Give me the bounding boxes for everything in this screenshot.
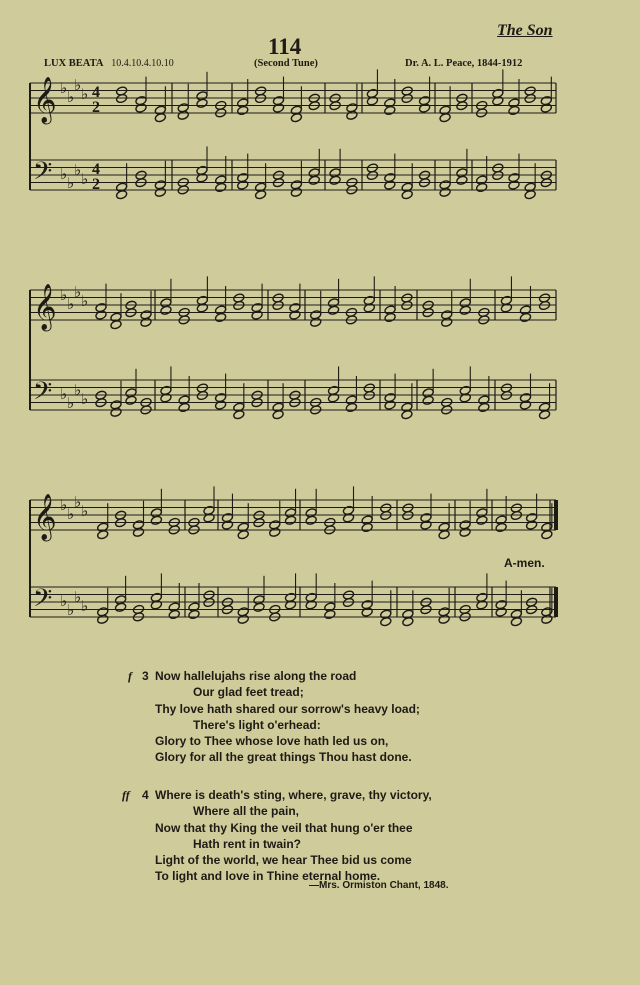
note-head xyxy=(538,410,550,420)
note-head xyxy=(203,513,215,523)
note-head xyxy=(214,312,226,322)
flat-sign: ♭ xyxy=(81,85,89,103)
note-head xyxy=(476,600,488,610)
note-head xyxy=(327,393,339,403)
tune-subtitle: (Second Tune) xyxy=(254,58,318,69)
note-head xyxy=(401,410,413,420)
note-head xyxy=(97,530,109,540)
note-head xyxy=(541,530,553,540)
note-head xyxy=(476,182,488,192)
note-head xyxy=(345,402,357,412)
note-head xyxy=(269,527,281,537)
note-head xyxy=(441,317,453,327)
note-head xyxy=(284,600,296,610)
note-head xyxy=(290,187,302,197)
note-head xyxy=(233,410,245,420)
verse-line: Where is death's sting, where, grave, thy victory, xyxy=(155,788,432,802)
note-head xyxy=(154,187,166,197)
tune-name: LUX BEATA xyxy=(44,58,104,69)
flat-sign: ♭ xyxy=(81,170,89,188)
note-head xyxy=(438,530,450,540)
note-head xyxy=(540,103,552,113)
note-head xyxy=(361,607,373,617)
note-head xyxy=(150,515,162,525)
text-attribution: —Mrs. Ormiston Chant, 1848. xyxy=(309,880,449,891)
note-head xyxy=(478,402,490,412)
flat-sign: ♭ xyxy=(67,394,75,412)
flat-sign: ♭ xyxy=(74,493,82,511)
note-head xyxy=(150,600,162,610)
note-head xyxy=(289,310,301,320)
bass-clef: 𝄢 xyxy=(33,377,53,412)
dynamic-mark: f xyxy=(128,669,132,683)
note-head xyxy=(384,400,396,410)
verse-4 xyxy=(122,787,432,885)
note-head xyxy=(196,303,208,313)
note-head xyxy=(196,173,208,183)
time-signature: 4 xyxy=(92,84,100,101)
flat-sign: ♭ xyxy=(74,76,82,94)
verse-line: Our glad feet tread; xyxy=(193,685,304,700)
note-head xyxy=(110,407,122,417)
note-head xyxy=(439,113,451,123)
note-head xyxy=(384,312,396,322)
note-head xyxy=(308,175,320,185)
flat-sign: ♭ xyxy=(81,502,89,520)
note-head xyxy=(519,312,531,322)
flat-sign: ♭ xyxy=(60,79,68,97)
note-head xyxy=(237,614,249,624)
bass-clef: 𝄢 xyxy=(33,584,53,619)
note-head xyxy=(422,395,434,405)
note-head xyxy=(237,530,249,540)
note-head xyxy=(363,303,375,313)
meter: 10.4.10.4.10.10 xyxy=(111,58,174,69)
flat-sign: ♭ xyxy=(67,88,75,106)
note-head xyxy=(346,110,358,120)
note-head xyxy=(215,182,227,192)
note-head xyxy=(254,190,266,200)
note-head xyxy=(160,393,172,403)
note-head xyxy=(500,303,512,313)
note-head xyxy=(168,609,180,619)
note-head xyxy=(97,614,109,624)
flat-sign: ♭ xyxy=(60,286,68,304)
section-title: The Son xyxy=(497,22,553,39)
time-signature: 2 xyxy=(92,176,100,193)
note-head xyxy=(418,103,430,113)
verse-line: Glory for all the great things Thou hast done. xyxy=(155,750,412,765)
flat-sign: ♭ xyxy=(67,505,75,523)
note-head xyxy=(188,609,200,619)
flat-sign: ♭ xyxy=(74,161,82,179)
note-head xyxy=(154,113,166,123)
note-head xyxy=(366,96,378,106)
note-head xyxy=(402,617,414,627)
flat-sign: ♭ xyxy=(74,588,82,606)
note-head xyxy=(526,520,538,530)
dynamic-mark: ff xyxy=(122,788,130,802)
note-head xyxy=(305,600,317,610)
note-head xyxy=(324,609,336,619)
note-head xyxy=(177,110,189,120)
note-head xyxy=(114,602,126,612)
amen-label: A-men. xyxy=(504,556,545,570)
note-head xyxy=(327,305,339,315)
note-head xyxy=(125,395,137,405)
flat-sign: ♭ xyxy=(81,292,89,310)
note-head xyxy=(135,103,147,113)
note-head xyxy=(272,103,284,113)
verse-line: Now hallelujahs rise along the road xyxy=(155,669,357,683)
note-head xyxy=(459,305,471,315)
flat-sign: ♭ xyxy=(60,165,68,183)
flat-sign: ♭ xyxy=(81,597,89,615)
flat-sign: ♭ xyxy=(74,283,82,301)
verse-line: To light and love in Thine eternal home. xyxy=(155,869,381,884)
note-head xyxy=(420,520,432,530)
flat-sign: ♭ xyxy=(81,390,89,408)
flat-sign: ♭ xyxy=(60,592,68,610)
note-head xyxy=(456,175,468,185)
note-head xyxy=(508,180,520,190)
flat-sign: ♭ xyxy=(74,381,82,399)
verse-number: 4 xyxy=(142,788,149,802)
time-signature: 2 xyxy=(92,99,100,116)
note-head xyxy=(329,175,341,185)
note-head xyxy=(251,310,263,320)
note-head xyxy=(305,515,317,525)
note-head xyxy=(110,320,122,330)
note-head xyxy=(492,96,504,106)
note-head xyxy=(237,180,249,190)
verse-line: Glory to Thee whose love hath led us on, xyxy=(155,734,389,749)
composer: Dr. A. L. Peace, 1844-1912 xyxy=(405,58,523,69)
note-head xyxy=(459,393,471,403)
verse-line: Thy love hath shared our sorrow's heavy load; xyxy=(155,701,420,716)
note-head xyxy=(221,520,233,530)
hymn-number: 114 xyxy=(268,34,302,59)
flat-sign: ♭ xyxy=(67,174,75,192)
note-head xyxy=(116,190,128,200)
note-head xyxy=(495,607,507,617)
music-systems xyxy=(30,69,556,626)
flat-sign: ♭ xyxy=(67,601,75,619)
note-head xyxy=(272,410,284,420)
verse-line: Where all the pain, xyxy=(193,804,300,819)
note-head xyxy=(510,617,522,627)
note-head xyxy=(384,105,396,115)
verse-line: Light of the world, we hear Thee bid us come xyxy=(155,853,412,868)
note-head xyxy=(95,310,107,320)
note-head xyxy=(524,190,536,200)
verse-line: Now that thy King the veil that hung o'er thee xyxy=(155,820,413,835)
verse-number: 3 xyxy=(142,669,149,683)
note-head xyxy=(196,98,208,108)
note-head xyxy=(508,105,520,115)
verse-line: Hath rent in twain? xyxy=(193,836,301,851)
note-head xyxy=(342,513,354,523)
note-head xyxy=(459,527,471,537)
treble-clef: 𝄞 xyxy=(33,77,57,123)
note-head xyxy=(439,187,451,197)
verse-3 xyxy=(128,668,420,766)
note-head xyxy=(140,317,152,327)
note-head xyxy=(361,522,373,532)
bass-clef: 𝄢 xyxy=(33,157,53,192)
note-head xyxy=(541,614,553,624)
note-head xyxy=(438,614,450,624)
note-head xyxy=(401,190,413,200)
treble-clef: 𝄞 xyxy=(33,284,57,330)
note-head xyxy=(380,617,392,627)
note-head xyxy=(237,105,249,115)
note-head xyxy=(284,515,296,525)
note-head xyxy=(290,113,302,123)
flat-sign: ♭ xyxy=(60,496,68,514)
note-head xyxy=(253,602,265,612)
note-head xyxy=(132,527,144,537)
note-head xyxy=(178,402,190,412)
note-head xyxy=(476,515,488,525)
time-signature: 4 xyxy=(92,161,100,178)
flat-sign: ♭ xyxy=(67,295,75,313)
note-head xyxy=(384,180,396,190)
note-head xyxy=(310,317,322,327)
verse-line: There's light o'erhead: xyxy=(193,717,321,732)
note-head xyxy=(519,400,531,410)
note-head xyxy=(214,400,226,410)
treble-clef: 𝄞 xyxy=(33,494,57,540)
note-head xyxy=(495,522,507,532)
flat-sign: ♭ xyxy=(60,385,68,403)
note-head xyxy=(160,305,172,315)
